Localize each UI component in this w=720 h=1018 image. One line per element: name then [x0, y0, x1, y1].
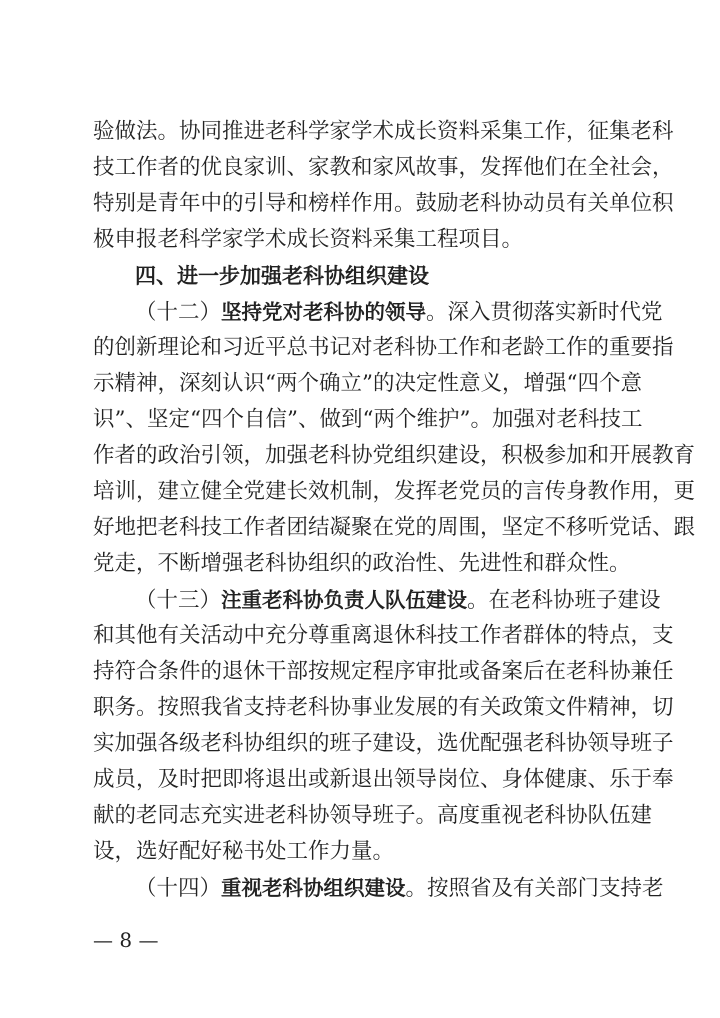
- paragraph-14-first-line: [135, 868, 664, 908]
- body-line: 成员，及时把即将退出或新退出领导岗位、身体健康、乐于奉: [93, 767, 674, 792]
- body-line: 作者的政治引领，加强老科协党组织建设，积极参加和开展教育: [93, 443, 696, 468]
- body-line: 特别是青年中的引导和榜样作用。鼓励老科协动员有关单位积: [93, 191, 674, 216]
- paragraph-12-lead: （十二）: [135, 300, 222, 325]
- body-line: 和其他有关活动中充分尊重离退休科技工作者群体的特点，支: [93, 623, 674, 648]
- body-line: 验做法。协同推进老科学家学术成长资料采集工作，征集老科: [93, 119, 674, 144]
- body-line: 示精神，深刻认识“两个确立”的决定性意义，增强“四个意: [93, 371, 642, 396]
- paragraph-13-first-rest: 。在老科协班子建设: [467, 588, 661, 613]
- body-line: 好地把老科技工作者团结凝聚在党的周围，坚定不移听党话、跟: [93, 515, 696, 540]
- paragraph-14-first-rest: 。按照省及有关部门支持老: [405, 876, 664, 901]
- body-line: 识”、坚定“四个自信”、做到“两个维护”。加强对老科技工: [93, 407, 643, 432]
- paragraph-13-lead: （十三）: [135, 588, 222, 613]
- paragraph-14-title: 重视老科协组织建设: [221, 876, 406, 900]
- page-number: — 8 —: [93, 928, 159, 952]
- body-line: 持符合条件的退休干部按规定程序审批或备案后在老科协兼任: [93, 659, 674, 684]
- paragraph-14-lead: （十四）: [135, 876, 222, 901]
- paragraph-12-first-rest: 。深入贯彻落实新时代党: [426, 300, 663, 325]
- paragraph-13-title: 注重老科协负责人队伍建设: [221, 588, 468, 612]
- body-line: 献的老同志充实进老科协领导班子。高度重视老科协队伍建: [93, 803, 653, 828]
- body-line: 极申报老科学家学术成长资料采集工程项目。: [93, 227, 524, 252]
- paragraph-13-first-line: [135, 580, 661, 620]
- paragraph-12-title: 坚持党对老科协的领导: [221, 300, 427, 324]
- body-line: 党走，不断增强老科协组织的政治性、先进性和群众性。: [93, 551, 631, 576]
- body-line: 职务。按照我省支持老科协事业发展的有关政策文件精神，切: [93, 695, 674, 720]
- body-line: 设，选好配好秘书处工作力量。: [93, 839, 395, 864]
- body-line: 实加强各级老科协组织的班子建设，选优配强老科协领导班子: [93, 731, 674, 756]
- body-line: 的创新理论和习近平总书记对老科协工作和老龄工作的重要指: [93, 335, 674, 360]
- body-line: 技工作者的优良家训、家教和家风故事，发挥他们在全社会，: [93, 155, 674, 180]
- body-line: 培训，建立健全党建长效机制，发挥老党员的言传身教作用，更: [93, 479, 696, 504]
- paragraph-12-first-line: [135, 292, 663, 332]
- section-heading: 四、进一步加强老科协组织建设: [135, 264, 429, 288]
